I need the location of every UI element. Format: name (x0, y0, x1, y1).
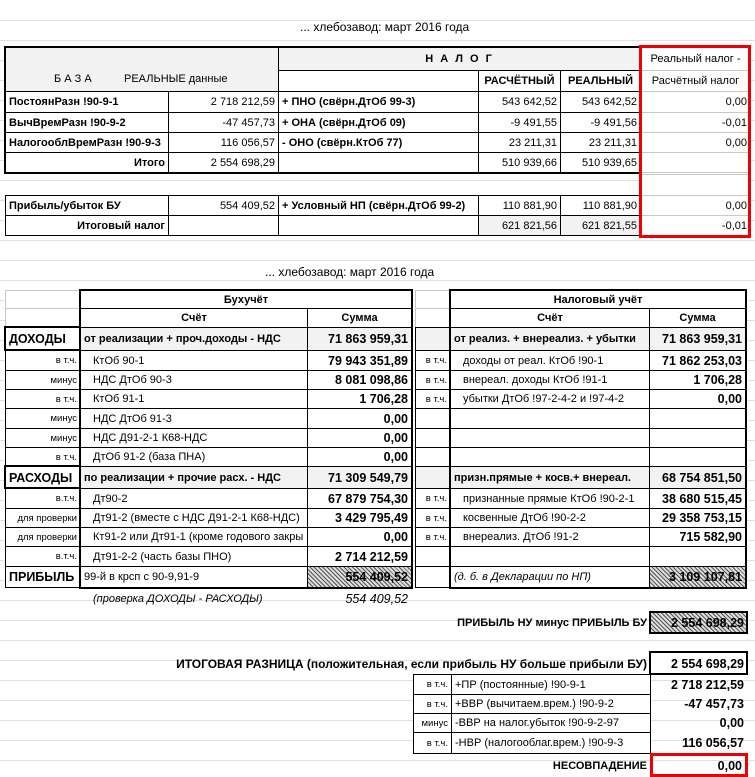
bottom-title: ... хлебозавод: март 2016 года (265, 265, 435, 279)
diff-value-cell[interactable]: 0,00 (640, 132, 751, 153)
tax-label-cell[interactable] (278, 152, 479, 173)
real-value-cell[interactable]: 23 211,31 (560, 132, 641, 153)
nu-amount-cell[interactable]: 71 863 959,31 (649, 327, 746, 351)
row-prefix[interactable]: для проверки (5, 527, 81, 547)
nu-account-header[interactable]: Счёт (450, 308, 650, 328)
mismatch-label[interactable]: НЕСОВПАДЕНИЕ (552, 759, 647, 772)
row-prefix[interactable]: минус (5, 428, 81, 448)
tax-label-cell[interactable]: + Условный НП (свёрн.ДтОб 99-2) (278, 195, 479, 216)
nu-account-cell[interactable] (450, 447, 650, 467)
nu-prefix-cell[interactable]: в т.ч. (415, 370, 451, 390)
diff-header[interactable]: Реальный налог - (640, 47, 751, 71)
base-value-cell[interactable]: -47 457,73 (168, 112, 279, 133)
diff-value-cell[interactable]: -0,01 (640, 112, 751, 133)
total-diff-label[interactable]: ИТОГОВАЯ РАЗНИЦА (положительная, если прибыль НУ больше прибыли БУ) (176, 656, 647, 671)
bu-amount-cell[interactable]: 71 309 549,79 (307, 466, 412, 489)
nu-prefix-cell[interactable] (415, 408, 451, 429)
nu-prefix-cell[interactable] (415, 566, 451, 588)
bu-account-cell[interactable]: КтОб 91-1 (80, 389, 308, 409)
nu-account-cell[interactable]: доходы от реал. КтОб !90-1 (450, 350, 650, 371)
tax-label-header[interactable] (278, 70, 479, 92)
nu-prefix-cell[interactable]: в т.ч. (415, 527, 451, 547)
base-label-cell[interactable]: Итоговый налог (5, 215, 169, 236)
blank-cell[interactable] (5, 308, 81, 328)
bu-amount-cell[interactable]: 0,00 (307, 447, 412, 467)
bu-account-cell[interactable]: Дт91-2 (вместе с НДС Д91-2-1 К68-НДС) (80, 508, 308, 528)
row-prefix[interactable]: в т.ч. (5, 350, 81, 371)
gridline (0, 280, 755, 281)
gridline (0, 40, 755, 41)
bu-account-cell[interactable]: НДС ДтОб 90-3 (80, 370, 308, 390)
breakdown-prefix[interactable]: в т.ч. (413, 694, 452, 714)
bu-amount-cell[interactable]: 67 879 754,30 (307, 488, 412, 509)
check-value[interactable]: 554 409,52 (345, 592, 408, 606)
calc-value-cell[interactable]: 621 821,56 (478, 215, 561, 236)
base-value-cell[interactable] (168, 215, 279, 236)
top-title: ... хлебозавод: март 2016 года (300, 20, 470, 34)
nu-prefix-cell[interactable]: в т.ч. (415, 488, 451, 509)
breakdown-prefix[interactable]: в т.ч. (413, 674, 452, 695)
nu-account-cell[interactable] (450, 546, 650, 567)
gridline (0, 260, 755, 261)
calc-value-cell[interactable]: -9 491,55 (478, 112, 561, 133)
base-value-cell[interactable]: 2 718 212,59 (168, 91, 279, 113)
row-prefix[interactable]: в.т.ч. (5, 546, 81, 567)
real-value-cell[interactable]: 543 642,52 (560, 91, 641, 113)
bu-account-cell[interactable]: Дт91-2-2 (часть базы ПНО) (80, 546, 308, 567)
breakdown-label[interactable]: -НВР (налогооблаг.врем.) !90-9-3 (451, 732, 651, 754)
breakdown-label[interactable]: +ПР (постоянные) !90-9-1 (451, 674, 651, 695)
bu-amount-cell[interactable]: 1 706,28 (307, 389, 412, 409)
nu-account-cell[interactable] (450, 428, 650, 448)
profit-diff-value[interactable]: 2 554 698,29 (650, 612, 748, 634)
nu-prefix-cell[interactable]: в т.ч. (415, 389, 451, 409)
nu-header[interactable]: Налоговый учёт (450, 290, 746, 309)
bu-amount-cell[interactable]: 0,00 (307, 428, 412, 448)
breakdown-value[interactable]: 2 718 212,59 (671, 677, 744, 692)
bu-account-cell[interactable]: НДС Д91-2-1 К68-НДС (80, 428, 308, 448)
nu-amount-cell[interactable]: 715 582,90 (649, 527, 746, 547)
base-value-cell[interactable]: 116 056,57 (168, 132, 279, 153)
nu-prefix-cell[interactable] (415, 447, 451, 467)
bu-amount-cell[interactable]: 0,00 (307, 527, 412, 547)
nu-amount-cell[interactable]: 71 862 253,03 (649, 350, 746, 371)
base-label-cell[interactable]: НалогооблВремРазн !90-9-3 (5, 132, 169, 153)
bu-account-header[interactable]: Счёт (80, 308, 308, 328)
bu-account-cell[interactable]: ДтОб 91-2 (база ПНА) (80, 447, 308, 467)
bu-amount-cell[interactable]: 554 409,52 (307, 566, 412, 588)
tax-label-cell[interactable]: - ОНО (свёрн.КтОб 77) (278, 132, 479, 153)
nu-prefix-cell[interactable] (415, 428, 451, 448)
base-label-cell[interactable]: ПостоянРазн !90-9-1 (5, 91, 169, 113)
bu-account-cell[interactable]: КтОб 90-1 (80, 350, 308, 371)
section-label[interactable]: ПРИБЫЛЬ (5, 566, 81, 588)
calc-value-cell[interactable]: 23 211,31 (478, 132, 561, 153)
row-prefix[interactable]: в.т.ч. (5, 488, 81, 509)
gridline (0, 640, 755, 641)
nu-account-cell[interactable]: призн.прямые + косв.+ внереал. (450, 466, 650, 489)
calc-value-cell[interactable]: 510 939,66 (478, 152, 561, 173)
real-value-cell[interactable]: 621 821,55 (560, 215, 641, 236)
row-prefix[interactable]: в т.ч. (5, 447, 81, 467)
diff-value-cell[interactable]: 0,00 (640, 195, 751, 216)
diff-value-cell[interactable]: 0,00 (640, 91, 751, 113)
breakdown-prefix[interactable]: в т.ч. (413, 732, 452, 754)
bu-account-cell[interactable]: Кт91-2 или Дт91-1 (кроме годового закры (80, 527, 308, 547)
base-value-cell[interactable]: 2 554 698,29 (168, 152, 279, 173)
nu-prefix-cell[interactable]: в т.ч. (415, 508, 451, 528)
base-label-cell[interactable]: Итого (5, 152, 169, 173)
nu-account-cell[interactable]: от реализ. + внереализ. + убытки (450, 327, 650, 351)
nu-amount-cell[interactable] (649, 447, 746, 467)
nalog-header[interactable]: Н А Л О Г (278, 47, 641, 71)
nu-account-cell[interactable]: косвенные ДтОб !90-2-2 (450, 508, 650, 528)
bu-account-cell[interactable]: от реализации + проч.доходы - НДС (80, 327, 308, 351)
diff-value-cell[interactable]: -0,01 (640, 215, 751, 236)
nu-prefix-cell[interactable] (415, 327, 451, 351)
breakdown-label[interactable]: -ВВР на налог.убыток !90-9-2-97 (451, 713, 651, 733)
nu-amount-cell[interactable]: 3 109 107,81 (649, 566, 746, 588)
diff-header[interactable]: Расчётный налог (640, 70, 751, 92)
nu-amount-cell[interactable]: 0,00 (649, 389, 746, 409)
profit-diff-label[interactable]: ПРИБЫЛЬ НУ минус ПРИБЫЛЬ БУ (457, 617, 647, 629)
blank-cell[interactable] (415, 308, 451, 328)
blank-cell[interactable] (415, 290, 451, 309)
nu-amount-cell[interactable] (649, 428, 746, 448)
nu-amount-cell[interactable]: 1 706,28 (649, 370, 746, 390)
gridline (0, 240, 755, 241)
base-label-cell[interactable]: Прибыль/убыток БУ (5, 195, 169, 216)
tax-label-cell[interactable]: + ОНА (свёрн.ДтОб 09) (278, 112, 479, 133)
bu-amount-cell[interactable]: 71 863 959,31 (307, 327, 412, 351)
nu-amount-cell[interactable]: 29 358 753,15 (649, 508, 746, 528)
breakdown-value[interactable]: 116 056,57 (682, 736, 744, 750)
bu-amount-cell[interactable]: 8 081 098,86 (307, 370, 412, 390)
section-label[interactable]: ДОХОДЫ (5, 327, 81, 351)
bu-header[interactable]: Бухучёт (80, 290, 412, 309)
calc-value-cell[interactable]: 543 642,52 (478, 91, 561, 113)
base-label-cell[interactable]: ВычВремРазн !90-9-2 (5, 112, 169, 133)
nu-account-cell[interactable]: внереал. доходы КтОб !91-1 (450, 370, 650, 390)
calc-header[interactable]: РАСЧЁТНЫЙ (478, 70, 561, 92)
mismatch-value[interactable]: 0,00 (717, 758, 742, 773)
section-label[interactable]: РАСХОДЫ (5, 466, 81, 489)
nu-account-cell[interactable]: убытки ДтОб !97-2-4-2 и !97-4-2 (450, 389, 650, 409)
bu-amount-cell[interactable]: 2 714 212,59 (307, 546, 412, 567)
real-value-cell[interactable]: 510 939,65 (560, 152, 641, 173)
base-value-cell[interactable]: 554 409,52 (168, 195, 279, 216)
nu-prefix-cell[interactable] (415, 466, 451, 489)
breakdown-prefix[interactable]: минус (413, 713, 452, 733)
nu-account-cell[interactable] (450, 408, 650, 429)
row-prefix[interactable]: минус (5, 370, 81, 390)
row-prefix[interactable]: в т.ч. (5, 389, 81, 409)
row-prefix[interactable]: для проверки (5, 508, 81, 528)
tax-label-cell[interactable] (278, 215, 479, 236)
bu-amount-cell[interactable]: 0,00 (307, 408, 412, 429)
base-label: Б А З А (54, 73, 92, 85)
breakdown-label[interactable]: +ВВР (вычитаем.врем.) !90-9-2 (451, 694, 651, 714)
calc-value-cell[interactable]: 110 881,90 (478, 195, 561, 216)
check-label[interactable]: (проверка ДОХОДЫ - РАСХОДЫ) (93, 593, 263, 605)
bu-sum-header[interactable]: Сумма (307, 308, 412, 328)
bu-amount-cell[interactable]: 3 429 795,49 (307, 508, 412, 528)
nu-sum-header[interactable]: Сумма (649, 308, 746, 328)
nu-amount-cell[interactable] (649, 546, 746, 567)
nu-account-cell[interactable]: внереализ. ДтОб !91-2 (450, 527, 650, 547)
bu-account-cell[interactable]: НДС ДтОб 91-3 (80, 408, 308, 429)
bu-amount-cell[interactable]: 79 943 351,89 (307, 350, 412, 371)
base-header[interactable] (5, 47, 279, 92)
total-diff-value[interactable]: 2 554 698,29 (650, 652, 748, 675)
nu-amount-cell[interactable]: 38 680 515,45 (649, 488, 746, 509)
real-header[interactable]: РЕАЛЬНЫЙ (560, 70, 641, 92)
bu-account-cell[interactable]: по реализации + прочие расх. - НДС (80, 466, 308, 489)
nu-amount-cell[interactable]: 68 754 851,50 (649, 466, 746, 489)
base-sub-label: РЕАЛЬНЫЕ данные (124, 73, 228, 85)
nu-account-cell[interactable]: признанные прямые КтОб !90-2-1 (450, 488, 650, 509)
nu-prefix-cell[interactable]: в т.ч. (415, 350, 451, 371)
nu-prefix-cell[interactable] (415, 546, 451, 567)
bu-account-cell[interactable]: 99-й в крсп с 90-9,91-9 (80, 566, 308, 588)
blank-cell[interactable] (640, 174, 751, 196)
real-value-cell[interactable]: -9 491,56 (560, 112, 641, 133)
blank-cell[interactable] (5, 290, 81, 309)
row-prefix[interactable]: минус (5, 408, 81, 429)
diff-value-cell[interactable] (640, 152, 751, 173)
breakdown-value[interactable]: -47 457,73 (684, 697, 744, 711)
tax-label-cell[interactable]: + ПНО (свёрн.ДтОб 99-3) (278, 91, 479, 113)
real-value-cell[interactable]: 110 881,90 (560, 195, 641, 216)
bu-account-cell[interactable]: Дт90-2 (80, 488, 308, 509)
nu-amount-cell[interactable] (649, 408, 746, 429)
nu-account-cell[interactable]: (д. б. в Декларации по НП) (450, 566, 650, 588)
breakdown-value[interactable]: 0,00 (719, 716, 744, 730)
